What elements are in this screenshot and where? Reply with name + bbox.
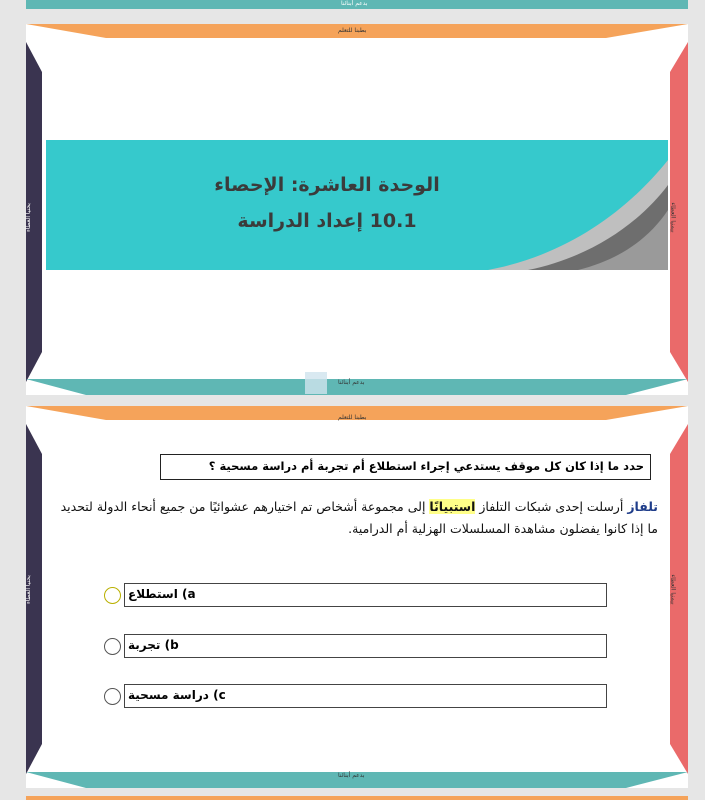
footer-text: بدعم أبنائنا (338, 379, 365, 386)
header-text: بطبنا للتعلم (338, 27, 367, 34)
banner-swoosh (468, 140, 668, 270)
passage-part-2: إلى مجموعة أشخاص تم اختيارهم عشوائيًا من جميع أنحاء الدولة لتحديد ما إذا كانوا يفضلون مشاهدة المسلسلات الهزلية أم الدرامية. (60, 499, 658, 536)
slide-previous (26, 0, 688, 9)
slide-question (26, 406, 688, 788)
slide-title (26, 24, 688, 395)
title-banner (46, 140, 668, 270)
option-b-label: b) تجربة (128, 638, 179, 652)
footer-text: بدعم أبنائنا (338, 772, 365, 779)
option-a[interactable] (124, 583, 607, 607)
option-c-label: c) دراسة مسحية (128, 688, 226, 702)
option-a-radio[interactable] (104, 587, 121, 604)
option-a-label: a) استطلاع (128, 587, 196, 601)
passage (58, 496, 658, 540)
passage-part-1: أرسلت إحدى شبكات التلفاز (479, 499, 624, 514)
slide-next (26, 796, 688, 800)
option-c-radio[interactable] (104, 688, 121, 705)
left-strip-text: بحنيا العطاء (24, 203, 32, 232)
header-band (26, 796, 688, 800)
question-text: حدد ما إذا كان كل موقف يستدعي إجراء استطلاع أم تجربة أم دراسة مسحية ؟ (208, 459, 644, 473)
watermark-logo (305, 372, 327, 394)
option-b-radio[interactable] (104, 638, 121, 655)
question-box (160, 454, 651, 480)
passage-highlight: استبيانًا (429, 499, 476, 514)
right-strip-text: بيمنيا العطاء (669, 202, 677, 233)
right-strip-text: بيمنيا العطاء (669, 574, 677, 605)
footer-text: بدعم أبنائنا (341, 0, 368, 7)
header-text: بطبنا للتعلم (338, 414, 367, 421)
left-strip-text: بحنيا العطاء (24, 575, 32, 604)
title-line-1: الوحدة العاشرة: الإحصاء (214, 174, 440, 196)
passage-keyword: تلفاز (627, 499, 658, 514)
title-line-2: 10.1 إعداد الدراسة (237, 210, 417, 232)
option-b[interactable] (124, 634, 607, 658)
option-c[interactable] (124, 684, 607, 708)
